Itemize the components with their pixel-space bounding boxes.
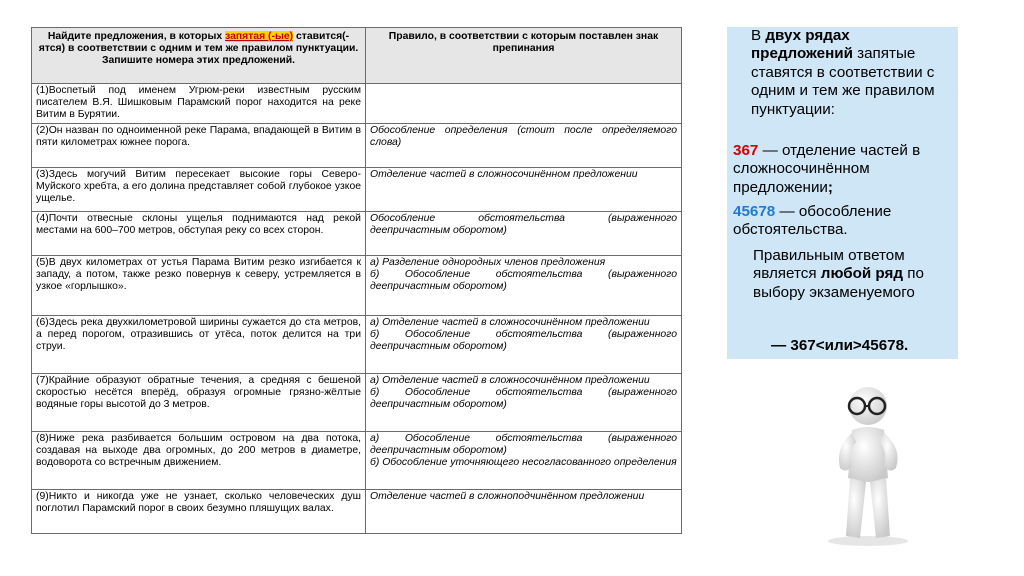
rule-text: Обособление обстоятельства (выраженного деепричастным оборотом) (370, 213, 677, 237)
rule-text: а) Отделение частей в сложносочинённом предложении (370, 317, 650, 328)
sentence-cell: (8)Ниже река разбивается большим островом на два потока, создавая на выходе два огромных, до 200 метров в диаметре, водоворота со встречным движением. (32, 432, 366, 490)
sentence-cell: (1)Воспетый под именем Угрюм-реки известным русским писателем В.Я. Шишковым Парамский порог находится на реке Витим в Бурятии. (32, 84, 366, 124)
rule-text: б) Обособление обстоятельства (выраженного деепричастным оборотом) (370, 269, 677, 293)
table-row (32, 84, 682, 124)
rule-cell (366, 84, 682, 124)
rule-text: Отделение частей в сложноподчинённом предложении (370, 491, 645, 502)
sentence-cell: (3)Здесь могучий Витим пересекает высокие горы Северо-Муйского хребта, а его долина представляет собой глубокое узкое ущелье. (32, 168, 366, 212)
task-text: Найдите предложения, в которых (47, 31, 226, 42)
table-row (32, 316, 682, 374)
rule-text: а) Разделение однородных членов предложения (370, 257, 606, 268)
table-header-row (32, 28, 682, 84)
rule-text: Обособление определения (стоит после определяемого слова) (370, 125, 677, 149)
rule-cell (366, 316, 682, 374)
task-text-cont: ставится(-ятся) в соответствии с одним и тем же правилом пунктуации. Запишите номера этих предложений. (38, 31, 359, 67)
table-row (32, 124, 682, 168)
rule-cell (366, 374, 682, 432)
item1-number: 367 (733, 142, 759, 159)
rule-cell (366, 432, 682, 490)
rule-cell (366, 124, 682, 168)
table-row (32, 212, 682, 256)
sentence-cell: (5)В двух километрах от устья Парама Витим резко изгибается к западу, а потом, также резко повернув к северу, устремляется в узкое «горлышко». (32, 256, 366, 316)
sentence-cell: (6)Здесь река двухкилометровой ширины сужается до ста метров, а перед порогом, отразившись от утёса, поток делится на три струи. (32, 316, 366, 374)
sentence-cell: (2)Он назван по одноименной реке Парама, впадающей в Витим в пяти километрах южнее порога. (32, 124, 366, 168)
panel-item-2: 45678 — обособление обстоятельства. (733, 203, 892, 239)
panel-answer: Правильным ответом является любой ряд по выбору экзаменуемого (753, 247, 924, 301)
table-row (32, 256, 682, 316)
rule-text: б) Обособление обстоятельства (выраженного деепричастным оборотом) (370, 387, 677, 411)
exercise-table-container (31, 27, 681, 534)
sentence-cell: (7)Крайние образуют обратные течения, а средняя с бешеной скоростью несётся вперёд, образуя огромные грязно-жёлтые водяные горы высотой до 3 метров. (32, 374, 366, 432)
sentence-cell: (4)Почти отвесные склоны ущелья поднимаются над рекой местами на 600–700 метров, обступая реку со всех сторон. (32, 212, 366, 256)
rule-text: а) Отделение частей в сложносочинённом предложении (370, 375, 650, 386)
task-header (32, 28, 366, 84)
exercise-table (31, 27, 682, 534)
panel-intro: В двух рядах предложений запятые ставятся в соответствии с одним и тем же правилом пунктуации: (751, 27, 935, 118)
panel-item-1: 367 — отделение частей в сложносочинённом предложении; (733, 142, 921, 196)
table-row (32, 168, 682, 212)
rule-cell (366, 256, 682, 316)
table-row (32, 432, 682, 490)
highlighted-word: запятая (-ые) (225, 31, 294, 42)
table-row (32, 374, 682, 432)
rule-text: Отделение частей в сложносочинённом предложении (370, 169, 638, 180)
rule-cell (366, 490, 682, 534)
item2-number: 45678 (733, 203, 776, 220)
sentence-cell: (9)Никто и никогда уже не узнает, сколько человеческих душ поглотил Парамский порог в своих безумно пляшущих валах. (32, 490, 366, 534)
rule-text: б) Обособление уточняющего несогласованного определения (370, 457, 677, 469)
rule-cell (366, 212, 682, 256)
rule-text: а) Обособление обстоятельства (выраженного деепричастным оборотом) (370, 433, 677, 457)
table-body (32, 84, 682, 534)
rule-cell (366, 168, 682, 212)
rule-text: б) Обособление обстоятельства (выраженного деепричастным оборотом) (370, 329, 677, 353)
table-row (32, 490, 682, 534)
thinking-figure-icon (810, 378, 925, 548)
rule-header: Правило, в соответствии с которым поставлен знак препинания (366, 28, 682, 84)
answer-panel (727, 27, 958, 359)
panel-final-answer: — 367<или>45678. (771, 337, 909, 354)
